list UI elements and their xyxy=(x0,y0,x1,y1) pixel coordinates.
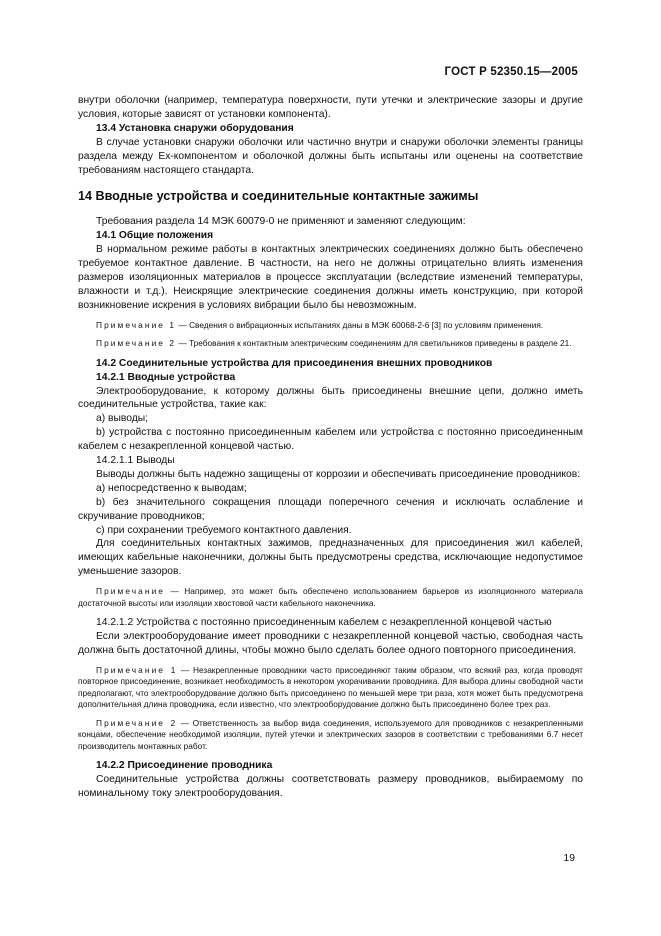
paragraph: В случае установки снаружи оболочки или частично внутри и снаружи оболочки элементы границы раздела между Ex-компонентом и оболочкой должны быть испытаны или оценены на соответствие требованиям настоящего стандарта. xyxy=(78,136,583,176)
paragraph: внутри оболочки (например, температура поверхности, пути утечки и электрические зазоры и другие условия, которые зависят от установки компонента). xyxy=(78,95,583,120)
paragraph: Соединительные устройства должны соответствовать размеру проводников, выбираемому по номинальному току электрооборудования. xyxy=(78,774,583,800)
document-id-header: ГОСТ Р 52350.15—2005 xyxy=(444,66,578,78)
subsection-heading-14-2-1-2: 14.2.1.2 Устройства с постоянно присоединенным кабелем с незакрепленной концевой частью xyxy=(96,617,552,629)
paragraph: Требования раздела 14 МЭК 60079-0 не применяют и заменяют следующим: xyxy=(96,216,466,228)
section-heading-14-2-2: 14.2.2 Присоединение проводника xyxy=(96,760,273,772)
paragraph: В нормальном режиме работы в контактных электрических соединениях должно быть обеспечено требуемое контактное давление. В частности, на него не должны отрицательно влиять изменения размеров изоляционных материалов в процессе эксплуатации (вследствие изменений температуры, влажности и т.д.). Неискрящие электрические соединения должны иметь конструкцию, при которой возникновение искрения в условиях вибрации было бы невозможным. xyxy=(78,244,583,311)
list-item: а) непосредственно к выводам; xyxy=(96,482,247,494)
section-heading-14-2: 14.2 Соединительные устройства для присоединения внешних проводников xyxy=(96,357,493,369)
note-label: Примечание 1 xyxy=(96,664,178,675)
page-number: 19 xyxy=(563,853,575,864)
paragraph: Для соединительных контактных зажимов, предназначенных для присоединения жил кабелей, имеющих кабельные наконечники, должны быть предусмотрены средства, исключающие недопустимое уменьшение зазоров. xyxy=(78,538,583,578)
subsection-heading-14-2-1-1: 14.2.1.1 Выводы xyxy=(96,455,175,467)
note-text: — Ответственность за выбор вида соединения, используемого для проводников с незакрепленными концами, обеспечение необходимой изоляции, путей утечки и электрических зазоров в соответствии с требованиями 6.7 несет производитель монтажных работ. xyxy=(78,717,583,751)
section-heading-14-1: 14.1 Общие положения xyxy=(96,230,214,242)
note-label: Примечание 2 xyxy=(96,338,177,349)
note xyxy=(78,665,583,711)
list-item: b) без значительного сокращения площади поперечного сечения и исключать ослабление и скручивание проводников; xyxy=(78,496,583,522)
paragraph: Электрооборудование, к которому должны быть присоединены внешние цепи, должно иметь соединительные устройства, такие как: xyxy=(78,385,583,411)
section-heading-14: 14 Вводные устройства и соединительные контактные зажимы xyxy=(78,189,479,204)
note-text: — Требования к контактным электрическим соединениям для светильников приведены в разделе 21. xyxy=(176,338,572,349)
note xyxy=(78,586,583,609)
page-body xyxy=(78,94,583,801)
note xyxy=(78,320,583,332)
note xyxy=(78,338,583,350)
note-text: — Сведения о вибрационных испытаниях даны в МЭК 60068-2-6 [3] по условиям применения. xyxy=(176,319,544,330)
note-label: Примечание 2 xyxy=(96,717,178,728)
list-item: с) при сохранении требуемого контактного давления. xyxy=(96,524,352,536)
note-text: — Например, это может быть обеспечено использованием барьеров из изоляционного материала достаточной высоты или изоляции хвостовой части кабельного наконечника. xyxy=(78,586,583,608)
paragraph: Если электрооборудование имеет проводники с незакрепленной концевой частью, свободная часть должна быть достаточной длины, чтобы можно было сделать более одного повторного присоединения. xyxy=(78,631,583,656)
note-label: Примечание xyxy=(96,586,166,597)
note xyxy=(78,718,583,753)
note-text: — Незакрепленные проводники часто присоединяют таким образом, что всякий раз, когда проводят повторное присоединение, возникает необходимость в некотором укорачивании проводника. Для выбора длины свободной части предполагают, что электрооборудование должно быть присоединено по меньшей мере три раза, хотя может быть предусмотрена дополнительная длина проводника, если известно, что электрооборудование должно быть присоединено более трех раз. xyxy=(78,664,583,710)
section-heading-14-2-1: 14.2.1 Вводные устройства xyxy=(96,371,236,383)
paragraph: Выводы должны быть надежно защищены от коррозии и обеспечивать присоединение проводников: xyxy=(96,468,581,480)
note-label: Примечание 1 xyxy=(96,319,177,330)
list-item: а) выводы; xyxy=(96,413,149,425)
section-heading-13-4: 13.4 Установка снаружи оборудования xyxy=(96,122,294,134)
list-item: b) устройства с постоянно присоединенным кабелем или устройства с постоянно присоединенным кабелем с незакрепленной концевой частью. xyxy=(78,427,583,453)
